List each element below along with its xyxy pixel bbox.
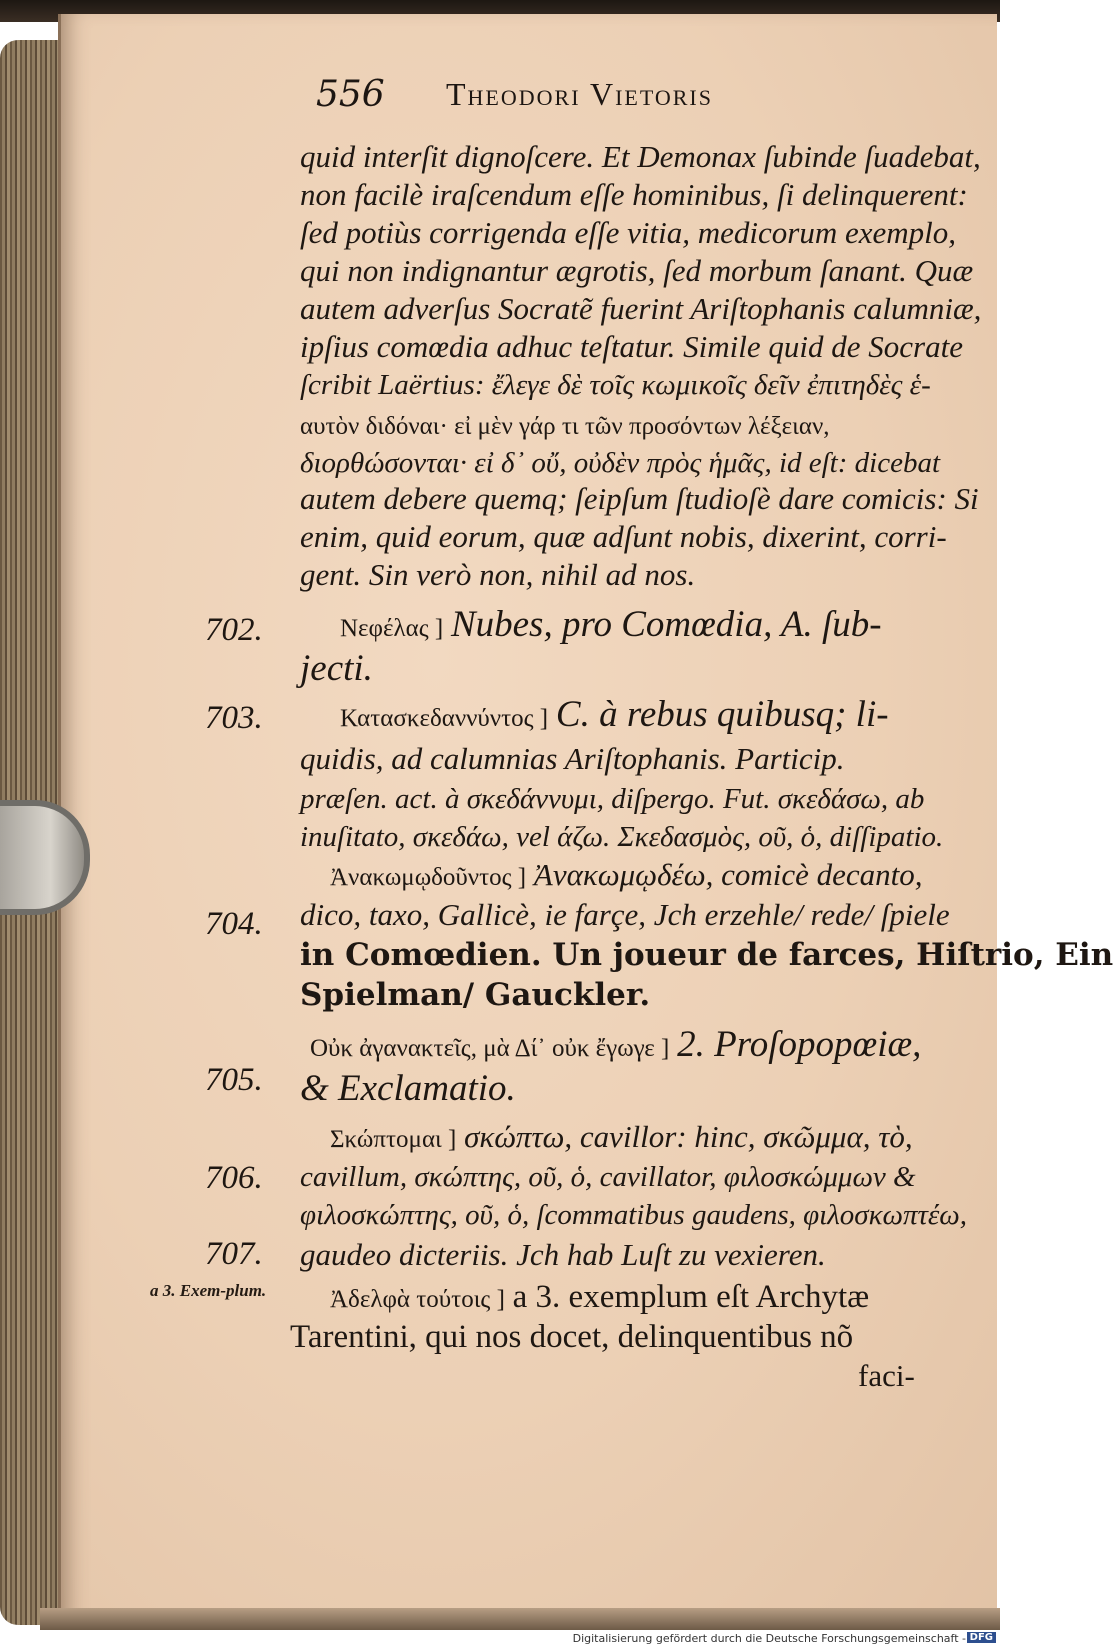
page-bottom-edge	[40, 1608, 1000, 1630]
entry-702-line1	[340, 606, 882, 648]
text-line: non facilè iraſcendum eſſe hominibus, ſi delinquerent:	[300, 177, 968, 212]
lemma-text: a 3. exemplum eſt Archytæ	[512, 1279, 870, 1315]
entry-number: 702.	[205, 612, 263, 648]
text-line: διορθώσονται· εἰ δ᾽ οὔ, οὐδὲν πρὸς ἡμᾶς, id eſt: dicebat	[300, 447, 940, 479]
lemma-text: Ἀνακωμῳδέω, comicè decanto,	[533, 857, 923, 892]
lemma-greek: Σκώπτομαι ]	[330, 1126, 457, 1153]
entry-number: 704.	[205, 906, 263, 942]
entry-705-line2: & Exclamatio.	[300, 1068, 516, 1109]
page-header	[316, 66, 876, 126]
entry-703-line2: quidis, ad calumnias Ariſtophanis. Particip.	[300, 741, 845, 776]
dfg-logo: DFG	[967, 1632, 996, 1643]
entry-703-line4: inuſitato, σκεδάω, vel άζω. Σκεδασμὸς, οῦ, ὁ, diſſipatio.	[300, 821, 944, 853]
entry-704-line4: Spielman/ Gauckler.	[300, 977, 651, 1013]
lemma-greek: Νεφέλας ]	[340, 615, 444, 642]
text-line: autem debere quemq; ſeipſum ſtudioſè dare comicis: Si	[300, 481, 979, 516]
lemma-greek: Ἀδελφὰ τούτοις ]	[330, 1286, 505, 1313]
entry-706-line3: φιλοσκώπτης, οῦ, ὁ, ſcommatibus gaudens, φιλοσκωπτέω,	[300, 1199, 968, 1231]
entry-number: 705.	[205, 1062, 263, 1098]
digitization-footer	[0, 1630, 1000, 1649]
entry-704-line1	[330, 856, 923, 897]
text-line: autem adverſus Socratẽ fuerint Ariſtophanis calumniæ,	[300, 291, 982, 326]
entry-707-line1: gaudeo dicteriis. Jch hab Luſt zu vexieren.	[300, 1237, 826, 1272]
text-line: ſed potiùs corrigenda eſſe vitia, medicorum exemplo,	[300, 215, 957, 250]
entry-number: 707.	[205, 1236, 263, 1272]
text-line: ſcribit Laërtius: ἔλεγε δὲ τοῖς κωμικοῖς δεῖν ἐπιτηδὲς ἑ-	[300, 369, 931, 401]
final-line2: Tarentini, qui nos docet, delinquentibus nõ	[290, 1319, 854, 1355]
text-line: gent. Sin verò non, nihil ad nos.	[300, 557, 696, 592]
entry-705-line1	[310, 1026, 921, 1068]
entry-706-line1	[330, 1118, 913, 1159]
entry-number: 703.	[205, 700, 263, 736]
lemma-text: C. à rebus quibusq; li-	[555, 694, 889, 735]
entry-704-line3: in Comœdien. Un joueur de farces, Hiſtrio, Ein	[300, 937, 1113, 973]
entry-704-line2: dico, taxo, Gallicè, ie farçe, Jch erzehle/ rede/ ſpiele	[300, 897, 950, 932]
catchword: faci-	[858, 1358, 915, 1393]
entry-703-line3: præſen. act. à σκεδάννυμι, diſpergo. Fut. σκεδάσω, ab	[300, 783, 925, 815]
final-line1	[330, 1278, 869, 1319]
lemma-text: Nubes, pro Comœdia, A. ſub-	[450, 604, 882, 645]
entry-703-line1	[340, 696, 889, 738]
marginal-note: a 3. Exem-plum.	[150, 1281, 267, 1300]
entry-706-line2: cavillum, σκώπτης, οῦ, ὁ, cavillator, φιλοσκώμμων &	[300, 1161, 916, 1193]
running-title: Theodori Vietoris	[446, 76, 713, 112]
text-line: ipſius comœdia adhuc teſtatur. Simile quid de Socrate	[300, 329, 963, 364]
lemma-greek: Οὐκ ἀγανακτεῖς, μὰ Δί᾽ οὐκ ἔγωγε ]	[310, 1035, 670, 1062]
lemma-greek: Ἀνακωμῳδοῦντος ]	[330, 864, 527, 891]
entry-702-line2: jecti.	[300, 648, 373, 689]
page-number: 556	[316, 74, 385, 115]
text-line: enim, quid eorum, quæ adſunt nobis, dixerint, corri-	[300, 519, 947, 554]
entry-number: 706.	[205, 1160, 263, 1196]
lemma-text: σκώπτω, cavillor: hinc, σκῶμμα, τὸ,	[464, 1119, 913, 1154]
funding-credit: Digitalisierung gefördert durch die Deutsche Forschungsgemeinschaft -	[572, 1632, 966, 1645]
lemma-greek: Κατασκεδαννύντος ]	[340, 705, 549, 732]
lemma-text: 2. Proſopopœiæ,	[677, 1024, 922, 1065]
greek-line: αυτὸν διδόναι· εἰ μὲν γάρ τι τῶν προσόντων λέξειαν,	[300, 413, 830, 440]
text-line: quid interſit dignoſcere. Et Demonax ſubinde ſuadebat,	[300, 139, 981, 174]
text-line: qui non indignantur ægrotis, ſed morbum ſanant. Quæ	[300, 253, 974, 288]
